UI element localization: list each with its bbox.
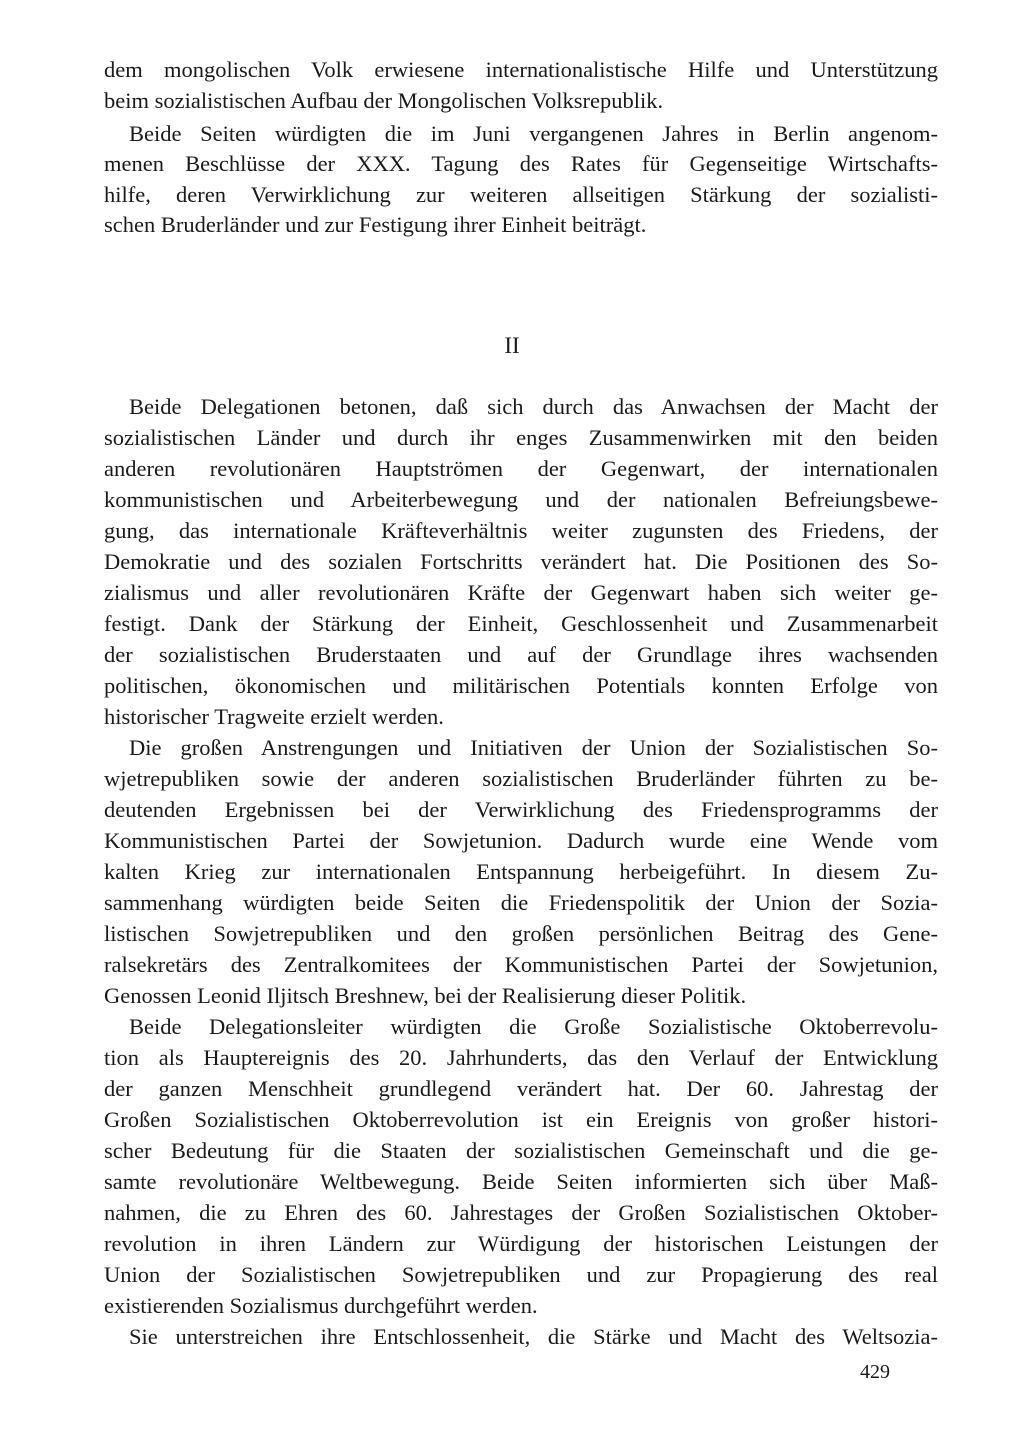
text-line: scher Bedeutung für die Staaten der sozialistischen Gemeinschaft und die ge- [104,1138,938,1163]
text-line: revolution in ihren Ländern zur Würdigung der historischen Leistungen der [104,1231,938,1256]
text-line: menen Beschlüsse der XXX. Tagung des Rates für Gegenseitige Wirtschafts- [104,151,938,176]
text-line: Großen Sozialistischen Oktoberrevolution ist ein Ereignis von großer histori- [104,1107,938,1132]
text-line: politischen, ökonomischen und militärischen Potentials konnten Erfolge von [104,673,938,698]
text-line: der ganzen Menschheit grundlegend verändert hat. Der 60. Jahrestag der [104,1076,938,1101]
text-line: sozialistischen Länder und durch ihr enges Zusammenwirken mit den beiden [104,425,938,450]
text-line: Genossen Leonid Iljitsch Breshnew, bei der Realisierung dieser Politik. [104,983,747,1008]
text-line: Demokratie und des sozialen Fortschritts verändert hat. Die Positionen des So- [104,549,938,574]
text-line: Sie unterstreichen ihre Entschlossenheit, die Stärke und Macht des Weltsozia- [129,1324,938,1349]
text-line: tion als Hauptereignis des 20. Jahrhunderts, das den Verlauf der Entwicklung [104,1045,938,1070]
page-number: 429 [860,1361,890,1383]
text-line: dem mongolischen Volk erwiesene internationalistische Hilfe und Unterstützung [104,57,938,82]
text-line: kalten Krieg zur internationalen Entspannung herbeigeführt. In diesem Zu- [104,859,938,884]
text-line: kommunistischen und Arbeiterbewegung und der nationalen Befreiungsbewe- [104,487,938,512]
text-line: hilfe, deren Verwirklichung zur weiteren allseitigen Stärkung der sozialisti- [104,182,938,207]
text-line: wjetrepubliken sowie der anderen sozialistischen Bruderländer führten zu be- [104,766,938,791]
text-line: anderen revolutionären Hauptströmen der Gegenwart, der internationalen [104,456,938,481]
text-line: Beide Seiten würdigten die im Juni vergangenen Jahres in Berlin angenom- [129,121,938,146]
section-heading: II [504,333,520,358]
text-line: Kommunistischen Partei der Sowjetunion. Dadurch wurde eine Wende vom [104,828,938,853]
text-line: sammenhang würdigten beide Seiten die Friedenspolitik der Union der Sozia- [104,890,938,915]
text-line: beim sozialistischen Aufbau der Mongolischen Volksrepublik. [104,88,664,113]
text-line: Beide Delegationen betonen, daß sich durch das Anwachsen der Macht der [129,394,938,419]
text-line: zialismus und aller revolutionären Kräfte der Gegenwart haben sich weiter ge- [104,580,938,605]
text-line: Beide Delegationsleiter würdigten die Große Sozialistische Oktoberrevolu- [129,1014,938,1039]
text-line: Union der Sozialistischen Sowjetrepubliken und zur Propagierung des real [104,1262,938,1287]
text-line: gung, das internationale Kräfteverhältnis weiter zugunsten des Friedens, der [104,518,938,543]
text-line: existierenden Sozialismus durchgeführt werden. [104,1293,538,1318]
text-line: festigt. Dank der Stärkung der Einheit, Geschlossenheit und Zusammenarbeit [104,611,938,636]
text-line: der sozialistischen Bruderstaaten und auf der Grundlage ihres wachsenden [104,642,938,667]
text-line: ralsekretärs des Zentralkomitees der Kommunistischen Partei der Sowjetunion, [104,952,938,977]
text-line: Die großen Anstrengungen und Initiativen der Union der Sozialistischen So- [129,735,938,760]
text-line: listischen Sowjetrepubliken und den großen persönlichen Beitrag des Gene- [104,921,938,946]
text-line: historischer Tragweite erzielt werden. [104,704,444,729]
text-line: samte revolutionäre Weltbewegung. Beide Seiten informierten sich über Maß- [104,1169,938,1194]
text-line: deutenden Ergebnissen bei der Verwirklichung des Friedensprogramms der [104,797,938,822]
text-line: nahmen, die zu Ehren des 60. Jahrestages der Großen Sozialistischen Oktober- [104,1200,938,1225]
text-line: schen Bruderländer und zur Festigung ihrer Einheit beiträgt. [104,212,647,237]
